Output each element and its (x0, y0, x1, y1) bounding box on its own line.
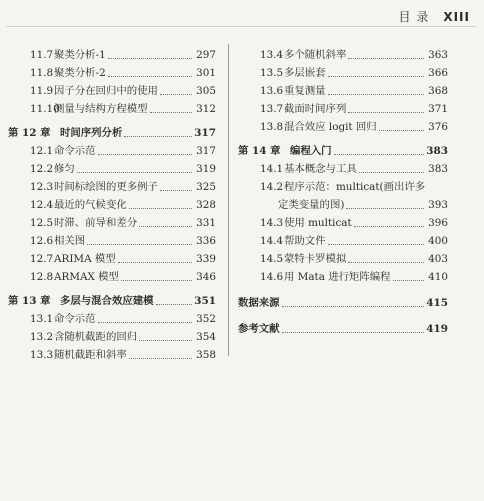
leader-dots (108, 58, 192, 59)
entry-number: 11.7 (30, 49, 54, 61)
entry-title: 测量与结构方程模型 (54, 103, 148, 115)
entry-title: 截面时间序列 (284, 103, 347, 115)
entry-page: 301 (196, 67, 216, 79)
entry-title: 编程入门 (290, 145, 332, 157)
column-divider (228, 44, 229, 356)
entry-title: 最近的气候变化 (54, 199, 127, 211)
entry-page: 317 (196, 145, 216, 157)
leader-dots (87, 244, 192, 245)
leader-dots (346, 208, 424, 209)
page-number: XIII (443, 10, 470, 24)
entry-page: 415 (426, 297, 448, 309)
toc-entry (238, 160, 448, 178)
entry-title: 基本概念与工具 (284, 163, 357, 175)
toc-left-column (8, 46, 216, 364)
leader-dots (124, 136, 192, 137)
toc-entry (8, 328, 216, 346)
toc-entry (238, 250, 448, 268)
entry-number: 13.4 (260, 49, 284, 61)
toc-entry (238, 196, 448, 214)
entry-title: 时间标绘图的更多例子 (54, 181, 158, 193)
entry-number: 12.2 (30, 163, 54, 175)
leader-dots (160, 94, 192, 95)
toc-entry (238, 118, 448, 136)
entry-page: 354 (196, 331, 216, 343)
entry-title: 程序示范：multicat(画出许多 (284, 181, 426, 193)
entry-number: 13.3 (30, 349, 54, 361)
entry-title: 时间序列分析 (60, 127, 123, 139)
leader-dots (328, 94, 424, 95)
toc-chapter-entry (8, 124, 216, 142)
leader-dots (160, 190, 192, 191)
leader-dots (328, 76, 424, 77)
toc-entry (238, 268, 448, 286)
entry-page: 383 (428, 163, 448, 175)
entry-number: 13.1 (30, 313, 54, 325)
toc-entry (8, 82, 216, 100)
entry-title: 修匀 (54, 163, 75, 175)
header-rule (6, 26, 476, 27)
entry-page: 339 (196, 253, 216, 265)
toc-entry (238, 178, 448, 196)
toc-entry (238, 294, 448, 312)
entry-page: 376 (428, 121, 448, 133)
entry-page: 396 (428, 217, 448, 229)
toc-entry (238, 64, 448, 82)
leader-dots (282, 332, 424, 333)
toc-entry (8, 310, 216, 328)
entry-page: 400 (428, 235, 448, 247)
entry-number: 第 12 章 (8, 127, 51, 139)
entry-number: 第 13 章 (8, 295, 51, 307)
toc-entry (238, 232, 448, 250)
toc-right-column (238, 46, 448, 338)
toc-entry (8, 250, 216, 268)
entry-title: 多层嵌套 (284, 67, 326, 79)
leader-dots (98, 322, 192, 323)
toc-entry (238, 214, 448, 232)
entry-number: 14.2 (260, 181, 284, 193)
entry-title: 多层与混合效应建模 (60, 295, 154, 307)
entry-page: 331 (196, 217, 216, 229)
entry-number: 14.4 (260, 235, 284, 247)
entry-title: 帮助文件 (284, 235, 326, 247)
leader-dots (348, 262, 424, 263)
header-label: 目 录 (398, 10, 430, 24)
leader-dots (379, 130, 424, 131)
entry-number: 12.1 (30, 145, 54, 157)
leader-dots (328, 244, 424, 245)
entry-number: 11.8 (30, 67, 54, 79)
entry-title: 时滞、前导和差分 (54, 217, 138, 229)
leader-dots (354, 226, 424, 227)
entry-number: 14.6 (260, 271, 284, 283)
entry-page: 297 (196, 49, 216, 61)
entry-page: 358 (196, 349, 216, 361)
entry-page: 410 (428, 271, 448, 283)
entry-title: 命令示范 (54, 313, 96, 325)
entry-title: ARIMA 模型 (54, 253, 116, 265)
page-header (399, 8, 470, 25)
leader-dots (118, 262, 192, 263)
leader-dots (108, 76, 192, 77)
leader-dots (334, 154, 424, 155)
toc-entry (8, 196, 216, 214)
toc-entry (8, 64, 216, 82)
entry-number: 14.3 (260, 217, 284, 229)
toc-entry (8, 232, 216, 250)
toc-entry (8, 142, 216, 160)
entry-title: 使用 multicat (284, 217, 352, 229)
toc-entry (8, 100, 216, 118)
entry-title: 相关图 (54, 235, 86, 247)
toc-entry (8, 346, 216, 364)
leader-dots (139, 340, 192, 341)
entry-page: 419 (426, 323, 448, 335)
entry-title: 定类变量的图) (278, 199, 345, 211)
leader-dots (129, 358, 192, 359)
entry-page: 403 (428, 253, 448, 265)
entry-number: 12.7 (30, 253, 54, 265)
entry-page: 393 (428, 199, 448, 211)
entry-number: 11.10 (30, 103, 60, 115)
toc-entry (238, 82, 448, 100)
leader-dots (98, 154, 192, 155)
entry-page: 312 (196, 103, 216, 115)
entry-page: 346 (196, 271, 216, 283)
entry-page: 328 (196, 199, 216, 211)
toc-entry (8, 46, 216, 64)
leader-dots (156, 304, 192, 305)
entry-title: 聚类分析-1 (54, 49, 106, 61)
entry-number: 13.5 (260, 67, 284, 79)
entry-number: 12.8 (30, 271, 54, 283)
entry-title: 蒙特卡罗模拟 (284, 253, 347, 265)
entry-number: 12.6 (30, 235, 54, 247)
leader-dots (359, 172, 424, 173)
entry-number: 12.3 (30, 181, 54, 193)
leader-dots (282, 306, 424, 307)
entry-number: 12.5 (30, 217, 54, 229)
entry-page: 325 (196, 181, 216, 193)
leader-dots (139, 226, 192, 227)
entry-page: 368 (428, 85, 448, 97)
entry-number: 第 14 章 (238, 145, 281, 157)
toc-entry (238, 46, 448, 64)
toc-entry (8, 214, 216, 232)
entry-page: 317 (194, 127, 216, 139)
entry-title: 命令示范 (54, 145, 96, 157)
entry-title: 随机截距和斜率 (54, 349, 127, 361)
toc-chapter-entry (8, 292, 216, 310)
entry-number: 14.5 (260, 253, 284, 265)
leader-dots (348, 112, 424, 113)
leader-dots (121, 280, 192, 281)
entry-number: 14.1 (260, 163, 284, 175)
entry-number: 11.9 (30, 85, 54, 97)
entry-number: 13.2 (30, 331, 54, 343)
leader-dots (129, 208, 192, 209)
entry-number: 12.4 (30, 199, 54, 211)
toc-entry (8, 178, 216, 196)
entry-number: 13.6 (260, 85, 284, 97)
entry-title: ARMAX 模型 (54, 271, 119, 283)
toc-entry (238, 100, 448, 118)
entry-page: 351 (194, 295, 216, 307)
leader-dots (348, 58, 424, 59)
leader-dots (393, 280, 424, 281)
entry-page: 383 (426, 145, 448, 157)
leader-dots (77, 172, 192, 173)
entry-title: 用 Mata 进行矩阵编程 (284, 271, 391, 283)
entry-page: 371 (428, 103, 448, 115)
toc-entry (8, 160, 216, 178)
toc-chapter-entry (238, 142, 448, 160)
entry-page: 366 (428, 67, 448, 79)
entry-page: 305 (196, 85, 216, 97)
entry-title: 含随机截距的回归 (54, 331, 138, 343)
entry-page: 319 (196, 163, 216, 175)
entry-title: 因子分在回归中的使用 (54, 85, 158, 97)
leader-dots (150, 112, 192, 113)
entry-title: 数据来源 (238, 297, 280, 309)
entry-title: 参考文献 (238, 323, 280, 335)
entry-number: 13.8 (260, 121, 284, 133)
entry-page: 363 (428, 49, 448, 61)
entry-title: 聚类分析-2 (54, 67, 106, 79)
toc-entry (8, 268, 216, 286)
entry-number: 13.7 (260, 103, 284, 115)
entry-page: 336 (196, 235, 216, 247)
entry-title: 多个随机斜率 (284, 49, 347, 61)
entry-title: 混合效应 logit 回归 (284, 121, 377, 133)
entry-page: 352 (196, 313, 216, 325)
entry-title: 重复测量 (284, 85, 326, 97)
toc-entry (238, 320, 448, 338)
